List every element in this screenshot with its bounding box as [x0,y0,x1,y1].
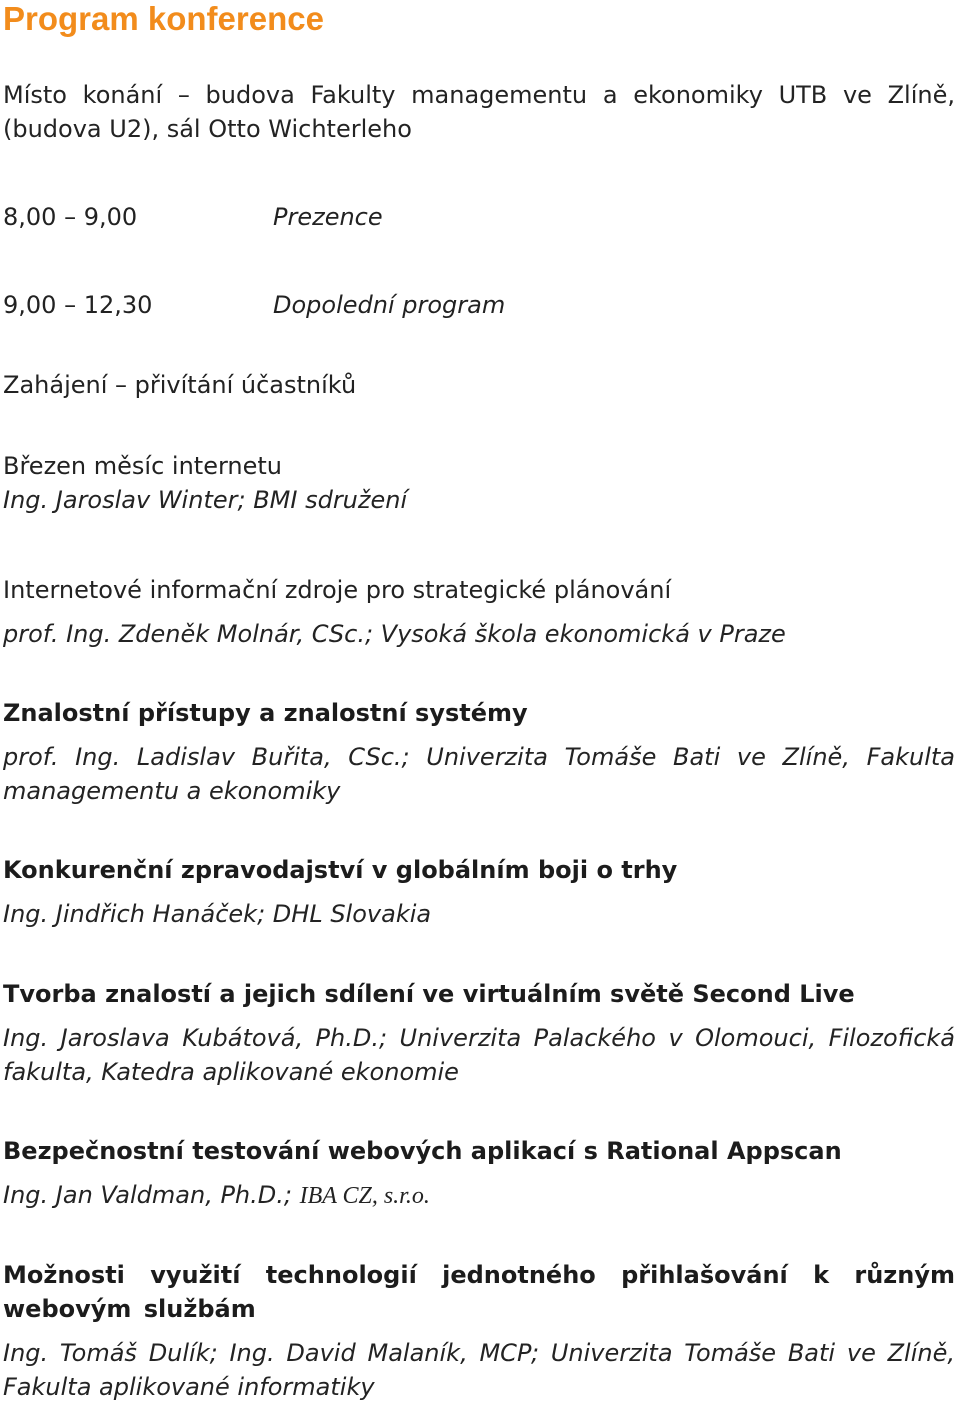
talk-speaker: Ing. Jaroslava Kubátová, Ph.D.; Univerzita Palackého v Olomouci, Filozofická fakulta, Katedra aplikované ekonomie [3,1024,955,1086]
schedule-row [3,200,955,234]
page-title: Program konference [3,0,324,37]
schedule-time: 9,00 – 12,30 [3,291,153,319]
talk-title: Konkurenční zpravodajství v globálním boji o trhy [3,856,678,884]
talk-item [3,853,955,931]
talk-speaker: Ing. Tomáš Dulík; Ing. David Malaník, MCP; Univerzita Tomáše Bati ve Zlíně, Fakulta aplikované informatiky [3,1339,955,1401]
schedule-label: Prezence [273,203,383,231]
talk-speaker-name: Ing. Jan Valdman, Ph.D.; [3,1181,292,1209]
venue-text: Místo konání – budova Fakulty managementu a ekonomiky UTB ve Zlíně, (budova U2), sál Otto Wichterleho [3,81,955,143]
talk-speaker: Ing. Jaroslav Winter; BMI sdružení [3,486,408,514]
talk-item [3,449,955,517]
talk-item [3,977,955,1089]
talk-title: Možnosti využití technologií jednotného přihlašování k různým webovým službám [3,1261,955,1323]
talk-speaker-company: IBA CZ, s.r.o. [299,1183,430,1209]
talk-item [3,696,955,808]
opening-heading: Zahájení – přivítání účastníků [3,371,357,399]
talk-item [3,573,955,651]
talk-title: Bezpečnostní testování webových aplikací s Rational Appscan [3,1137,842,1165]
schedule-row [3,288,955,322]
talk-title: Znalostní přístupy a znalostní systémy [3,699,528,727]
talk-speaker: Ing. Jindřich Hanáček; DHL Slovakia [3,900,432,928]
talk-speaker: prof. Ing. Ladislav Buřita, CSc.; Univerzita Tomáše Bati ve Zlíně, Fakulta managementu a ekonomiky [3,743,955,805]
talk-speaker: prof. Ing. Zdeněk Molnár, CSc.; Vysoká škola ekonomická v Praze [3,620,786,648]
talk-speaker [3,1178,955,1213]
talk-item [3,1134,955,1213]
talk-title: Internetové informační zdroje pro strategické plánování [3,576,672,604]
talk-title: Tvorba znalostí a jejich sdílení ve virtuálním světě Second Live [3,980,855,1008]
talk-item [3,1258,955,1404]
talk-title: Březen měsíc internetu [3,452,283,480]
schedule-time: 8,00 – 9,00 [3,203,138,231]
schedule-label: Dopolední program [273,291,506,319]
